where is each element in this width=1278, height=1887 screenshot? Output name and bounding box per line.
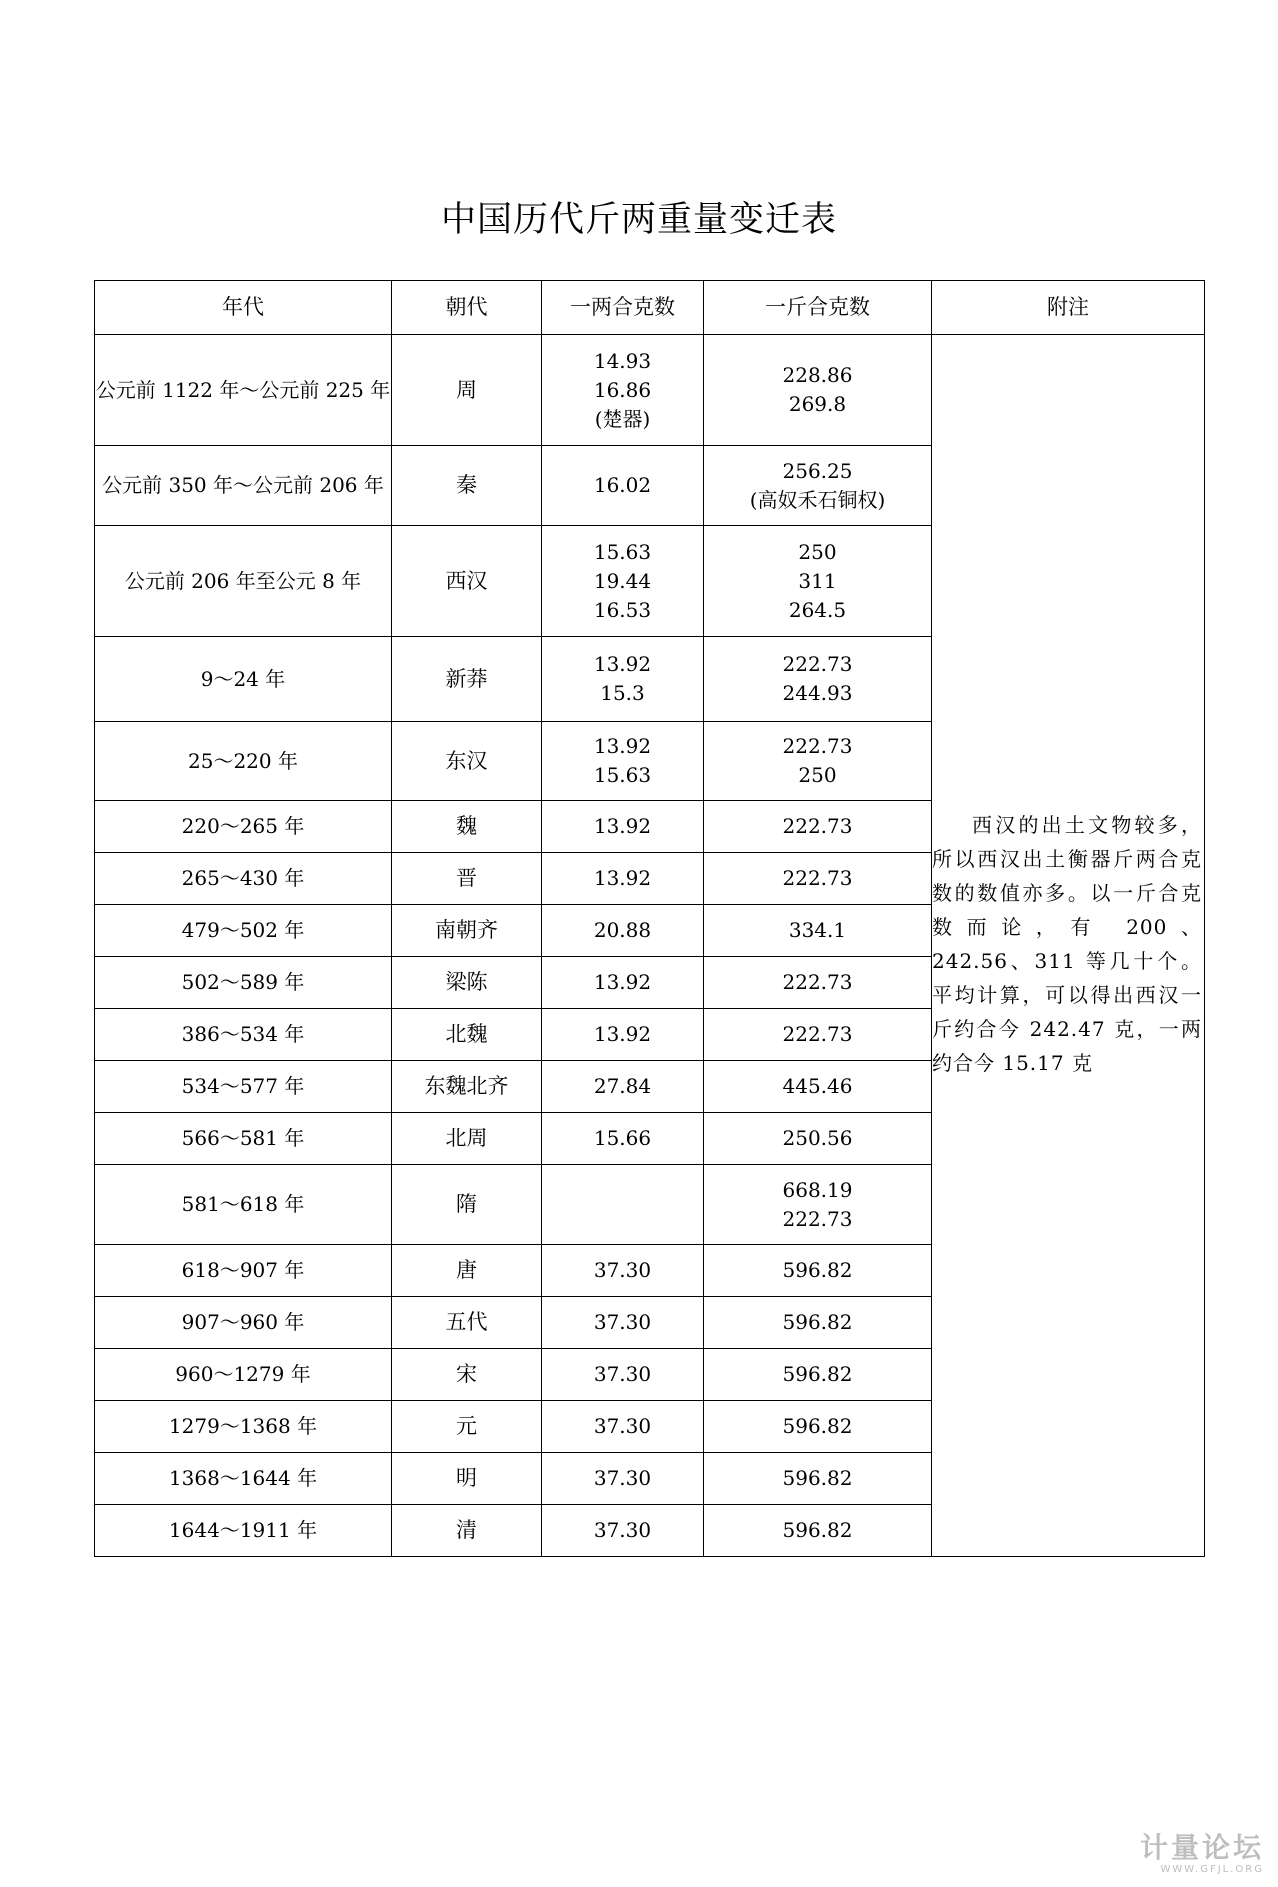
period-cell: 1644～1911 年 (95, 1505, 392, 1557)
jin-value: 228.86 (782, 363, 853, 387)
jin-cell (704, 801, 932, 853)
liang-value: 13.92 (593, 652, 652, 676)
liang-value: 15.66 (593, 1126, 652, 1150)
jin-value: 269.8 (788, 392, 847, 416)
period-cell: 960～1279 年 (95, 1349, 392, 1401)
jin-value: 250.56 (782, 1126, 853, 1150)
liang-cell (542, 801, 704, 853)
liang-cell (542, 722, 704, 801)
liang-value: 14.93 (593, 348, 652, 373)
jin-cell (704, 853, 932, 905)
header-jin-grams: 一斤合克数 (704, 281, 932, 335)
jin-value: 222.73 (782, 734, 853, 758)
dynasty-cell: 隋 (392, 1165, 542, 1245)
dynasty-cell: 明 (392, 1453, 542, 1505)
dynasty-cell: 五代 (392, 1297, 542, 1349)
jin-cell (704, 1245, 932, 1297)
jin-cell (704, 1113, 932, 1165)
jin-cell (704, 1297, 932, 1349)
period-cell: 1368～1644 年 (95, 1453, 392, 1505)
liang-cell (542, 1401, 704, 1453)
jin-value: 222.73 (782, 1206, 853, 1231)
jin-value: 334.1 (788, 918, 847, 942)
liang-cell (542, 853, 704, 905)
liang-value: 15.3 (600, 681, 645, 705)
liang-cell (542, 1009, 704, 1061)
period-cell: 618～907 年 (95, 1245, 392, 1297)
header-period: 年代 (95, 281, 392, 335)
liang-cell (542, 1297, 704, 1349)
jin-value: 222.73 (782, 866, 853, 890)
watermark (1140, 1832, 1264, 1875)
jin-value: 668.19 (782, 1177, 853, 1202)
watermark-brand: 计量论坛 (1139, 1831, 1264, 1864)
dynasty-cell: 北魏 (392, 1009, 542, 1061)
jin-cell (704, 1061, 932, 1113)
dynasty-cell: 北周 (392, 1113, 542, 1165)
jin-cell (704, 905, 932, 957)
liang-value: 13.92 (593, 970, 652, 994)
jin-cell (704, 335, 932, 446)
note-cell (932, 335, 1205, 1557)
liang-value: 16.53 (593, 597, 652, 622)
header-note: 附注 (932, 281, 1205, 335)
liang-value: 16.86 (593, 377, 652, 402)
liang-cell (542, 526, 704, 637)
liang-cell (542, 1505, 704, 1557)
liang-cell (542, 1061, 704, 1113)
liang-value: 37.30 (593, 1362, 652, 1386)
jin-cell (704, 637, 932, 722)
liang-cell (542, 905, 704, 957)
dynasty-cell: 西汉 (392, 526, 542, 637)
dynasty-cell: 新莽 (392, 637, 542, 722)
jin-value: 596.82 (782, 1258, 853, 1282)
dynasty-cell: 周 (392, 335, 542, 446)
liang-cell (542, 1245, 704, 1297)
table-row (95, 335, 1205, 446)
page-title: 中国历代斤两重量变迁表 (440, 200, 837, 240)
period-cell: 581～618 年 (95, 1165, 392, 1245)
jin-cell (704, 1401, 932, 1453)
jin-value: 264.5 (788, 597, 847, 622)
jin-cell (704, 1453, 932, 1505)
liang-value: (楚器) (594, 406, 651, 431)
liang-value: 19.44 (593, 568, 652, 593)
liang-value: 37.30 (593, 1258, 652, 1282)
period-cell: 265～430 年 (95, 853, 392, 905)
liang-cell (542, 1349, 704, 1401)
period-cell: 1279～1368 年 (95, 1401, 392, 1453)
dynasty-cell: 秦 (392, 446, 542, 526)
jin-cell (704, 1009, 932, 1061)
jin-value: 250 (798, 539, 837, 564)
dynasty-cell: 唐 (392, 1245, 542, 1297)
period-cell: 公元前 1122 年～公元前 225 年 (95, 335, 392, 446)
period-cell: 25～220 年 (95, 722, 392, 801)
jin-cell (704, 957, 932, 1009)
jin-value: 222.73 (782, 814, 853, 838)
dynasty-cell: 魏 (392, 801, 542, 853)
dynasty-cell: 清 (392, 1505, 542, 1557)
liang-value: 37.30 (593, 1310, 652, 1334)
header-dynasty: 朝代 (392, 281, 542, 335)
dynasty-cell: 东魏北齐 (392, 1061, 542, 1113)
jin-value: 222.73 (782, 652, 853, 676)
period-cell: 386～534 年 (95, 1009, 392, 1061)
liang-value: 13.92 (593, 814, 652, 838)
dynasty-cell: 元 (392, 1401, 542, 1453)
table-header-row (95, 281, 1205, 335)
liang-cell (542, 637, 704, 722)
jin-cell (704, 526, 932, 637)
watermark-url: WWW.GFJL.ORG (1160, 1864, 1264, 1875)
period-cell: 220～265 年 (95, 801, 392, 853)
jin-cell (704, 446, 932, 526)
dynasty-cell: 晋 (392, 853, 542, 905)
liang-value: 16.02 (593, 473, 652, 497)
liang-value: 37.30 (593, 1466, 652, 1490)
jin-value: 244.93 (782, 681, 853, 705)
liang-cell (542, 1113, 704, 1165)
liang-value: 13.92 (593, 866, 652, 890)
liang-cell (542, 335, 704, 446)
jin-cell (704, 1349, 932, 1401)
liang-cell (542, 1453, 704, 1505)
liang-value: 13.92 (593, 734, 652, 758)
liang-value: 15.63 (593, 539, 652, 564)
period-cell: 534～577 年 (95, 1061, 392, 1113)
jin-cell (704, 722, 932, 801)
jin-value: 222.73 (782, 1022, 853, 1046)
header-liang-grams: 一两合克数 (542, 281, 704, 335)
period-cell: 907～960 年 (95, 1297, 392, 1349)
liang-value: 27.84 (593, 1074, 652, 1098)
period-cell: 566～581 年 (95, 1113, 392, 1165)
jin-value: 596.82 (782, 1310, 853, 1334)
jin-value: (高奴禾石铜权) (749, 487, 886, 512)
jin-value: 250 (798, 763, 837, 787)
jin-value: 445.46 (782, 1074, 853, 1098)
weights-table (94, 280, 1205, 1557)
jin-value: 596.82 (782, 1466, 853, 1490)
liang-cell (542, 957, 704, 1009)
liang-cell (542, 1165, 704, 1245)
period-cell: 502～589 年 (95, 957, 392, 1009)
jin-value: 256.25 (782, 458, 853, 483)
liang-value: 13.92 (593, 1022, 652, 1046)
jin-value: 596.82 (782, 1414, 853, 1438)
period-cell: 9～24 年 (95, 637, 392, 722)
jin-cell (704, 1505, 932, 1557)
dynasty-cell: 梁陈 (392, 957, 542, 1009)
period-cell: 479～502 年 (95, 905, 392, 957)
liang-value: 15.63 (593, 763, 652, 787)
jin-cell (704, 1165, 932, 1245)
note-text: 西汉的出土文物较多，所以西汉出土衡器斤两合克数的数值亦多。以一斤合克数而论，有 200、242.56、311 等几十个。平均计算，可以得出西汉一斤约合今 242.47 克，一两约合今 15.17 克 (932, 812, 1202, 1075)
jin-value: 222.73 (782, 970, 853, 994)
dynasty-cell: 南朝齐 (392, 905, 542, 957)
dynasty-cell: 宋 (392, 1349, 542, 1401)
period-cell: 公元前 350 年～公元前 206 年 (95, 446, 392, 526)
liang-value: 37.30 (593, 1414, 652, 1438)
jin-value: 596.82 (782, 1362, 853, 1386)
liang-cell (542, 446, 704, 526)
jin-value: 311 (798, 568, 837, 593)
period-cell: 公元前 206 年至公元 8 年 (95, 526, 392, 637)
liang-value: 37.30 (593, 1518, 652, 1542)
jin-value: 596.82 (782, 1518, 853, 1542)
liang-value: 20.88 (593, 918, 652, 942)
dynasty-cell: 东汉 (392, 722, 542, 801)
